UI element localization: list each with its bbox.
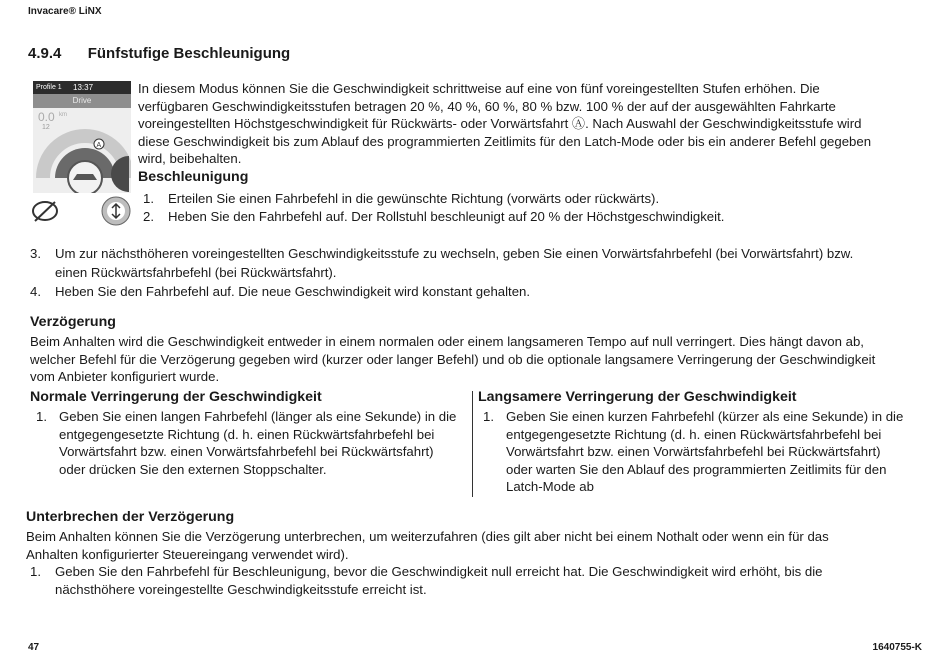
brand-name: Invacare® LiNX bbox=[28, 6, 102, 17]
svg-text:A: A bbox=[96, 142, 102, 149]
wheelchair-direction-icon bbox=[100, 195, 132, 227]
speedometer-gauge-icon bbox=[33, 108, 131, 193]
unterbrechen-step bbox=[30, 563, 823, 598]
list-item: 3. Um zur nächsthöheren voreingestellten Geschwindigkeitsstufe zu wechseln, geben Sie einen Vorwärtsfahrbefehl (bei Vorwärtsfahrt) bzw. einen Rückwärtsfahrbefehl (bei Rückwärtsfahrt). bbox=[30, 246, 854, 280]
list-item: 1. Erteilen Sie einen Fahrbefehl in die gewünschte Richtung (vorwärts oder rückwärts). bbox=[143, 191, 660, 206]
normal-step bbox=[36, 408, 456, 478]
column-divider bbox=[472, 391, 473, 497]
intro-paragraph bbox=[138, 80, 871, 168]
document-id: 1640755-K bbox=[872, 642, 922, 653]
beschleunigung-heading: Beschleunigung bbox=[138, 169, 249, 185]
intro-line: voreingestellten Höchstgeschwindigkeit für Rückwärts- oder Vorwärtsfahrt Ⓐ. Nach Auswahl der Geschwindigkeitsstufe wird bbox=[138, 116, 862, 131]
slow-heading: Langsamere Verringerung der Geschwindigkeit bbox=[478, 389, 797, 405]
normal-heading: Normale Verringerung der Geschwindigkeit bbox=[30, 389, 322, 405]
joystick-icon bbox=[30, 198, 60, 224]
intro-line: verfügbaren Geschwindigkeitsstufen betragen 20 %, 40 %, 60 %, 80 % bzw. 100 % der auf der ausgewählten Fahrkarte bbox=[138, 98, 836, 114]
device-status-bar bbox=[33, 81, 131, 94]
list-item: 1. Geben Sie einen kurzen Fahrbefehl (kürzer als eine Sekunde) in die entgegengesetzte Richtung (d. h. einen Rückwärtsfahrbefehl bei Vorwärtsfahrt bzw. einen Vorwärtsfahrbefehl bei Rückwärtsfahrt) oder warten Sie den Ablauf des programmierten Zeitlimits für den Latch-Mode ab bbox=[483, 409, 904, 494]
device-mode: Drive bbox=[33, 94, 131, 108]
list-item: 1. Geben Sie den Fahrbefehl für Beschleunigung, bevor die Geschwindigkeit null erreicht hat. Die Geschwindigkeit wird erhöht, bis die nächsthöhere voreingestellte Geschwindigkeitsstufe erreicht ist. bbox=[30, 564, 823, 597]
device-display-image bbox=[33, 81, 131, 193]
page-number: 47 bbox=[28, 642, 40, 653]
unterbrechen-heading: Unterbrechen der Verzögerung bbox=[26, 509, 235, 525]
section-title bbox=[28, 45, 290, 62]
list-item: 2. Heben Sie den Fahrbefehl auf. Der Rollstuhl beschleunigt auf 20 % der Höchstgeschwindigkeit. bbox=[143, 208, 725, 224]
intro-line: diese Geschwindigkeit bis zum Ablauf des programmierten Zeitlimits für den Latch-Mode oder bis ein anderer Befehl gegeben bbox=[138, 133, 872, 149]
section-number: 4.9.4 bbox=[28, 45, 62, 62]
beschleunigung-steps-3-4 bbox=[30, 244, 853, 301]
intro-line: wird, beibehalten. bbox=[138, 151, 242, 166]
intro-line: In diesem Modus können Sie die Geschwindigkeit schrittweise auf eine von fünf voreingestellten Stufen erhöhen. Die bbox=[138, 81, 820, 96]
section-heading: Fünfstufige Beschleunigung bbox=[87, 45, 291, 62]
verzoegerung-heading: Verzögerung bbox=[30, 314, 116, 330]
list-item: 4. Heben Sie den Fahrbefehl auf. Die neue Geschwindigkeit wird konstant gehalten. bbox=[30, 284, 531, 299]
list-item: 1. Geben Sie einen langen Fahrbefehl (länger als eine Sekunde) in die entgegengesetzte Richtung (d. h. einen Rückwärtsfahrbefehl bei Vorwärtsfahrt bzw. einen Vorwärtsfahrbefehl bei Rückwärtsfahrt) oder drücken Sie den externen Stoppschalter. bbox=[36, 409, 457, 477]
verzoegerung-paragraph: Beim Anhalten wird die Geschwindigkeit entweder in einem normalen oder einem langsameren Tempo auf null verringert. Dies hängt davon ab, welcher Befehl für die Verzögerung gegeben wird (kurzer oder langer Befehl) und ob die optionale langsamere Verringerung der Geschwindigkeit vom Anbieter konfiguriert wurde. bbox=[30, 334, 876, 384]
slow-step bbox=[483, 408, 903, 496]
device-profile: Profile 1 bbox=[36, 84, 62, 91]
unterbrechen-paragraph: Beim Anhalten können Sie die Verzögerung unterbrechen, um weiterzufahren (dies gilt aber nicht bei einem Nothalt oder wenn ein für das Anhalten konfigurierter Steuereingang verwendet wird). bbox=[26, 529, 829, 562]
device-time: 13:37 bbox=[73, 83, 94, 92]
beschleunigung-steps-1-2 bbox=[143, 190, 724, 225]
device-max-speed: 12 bbox=[42, 124, 50, 131]
device-speed-unit: km bbox=[59, 112, 67, 118]
device-speed: 0.0 bbox=[38, 110, 55, 124]
